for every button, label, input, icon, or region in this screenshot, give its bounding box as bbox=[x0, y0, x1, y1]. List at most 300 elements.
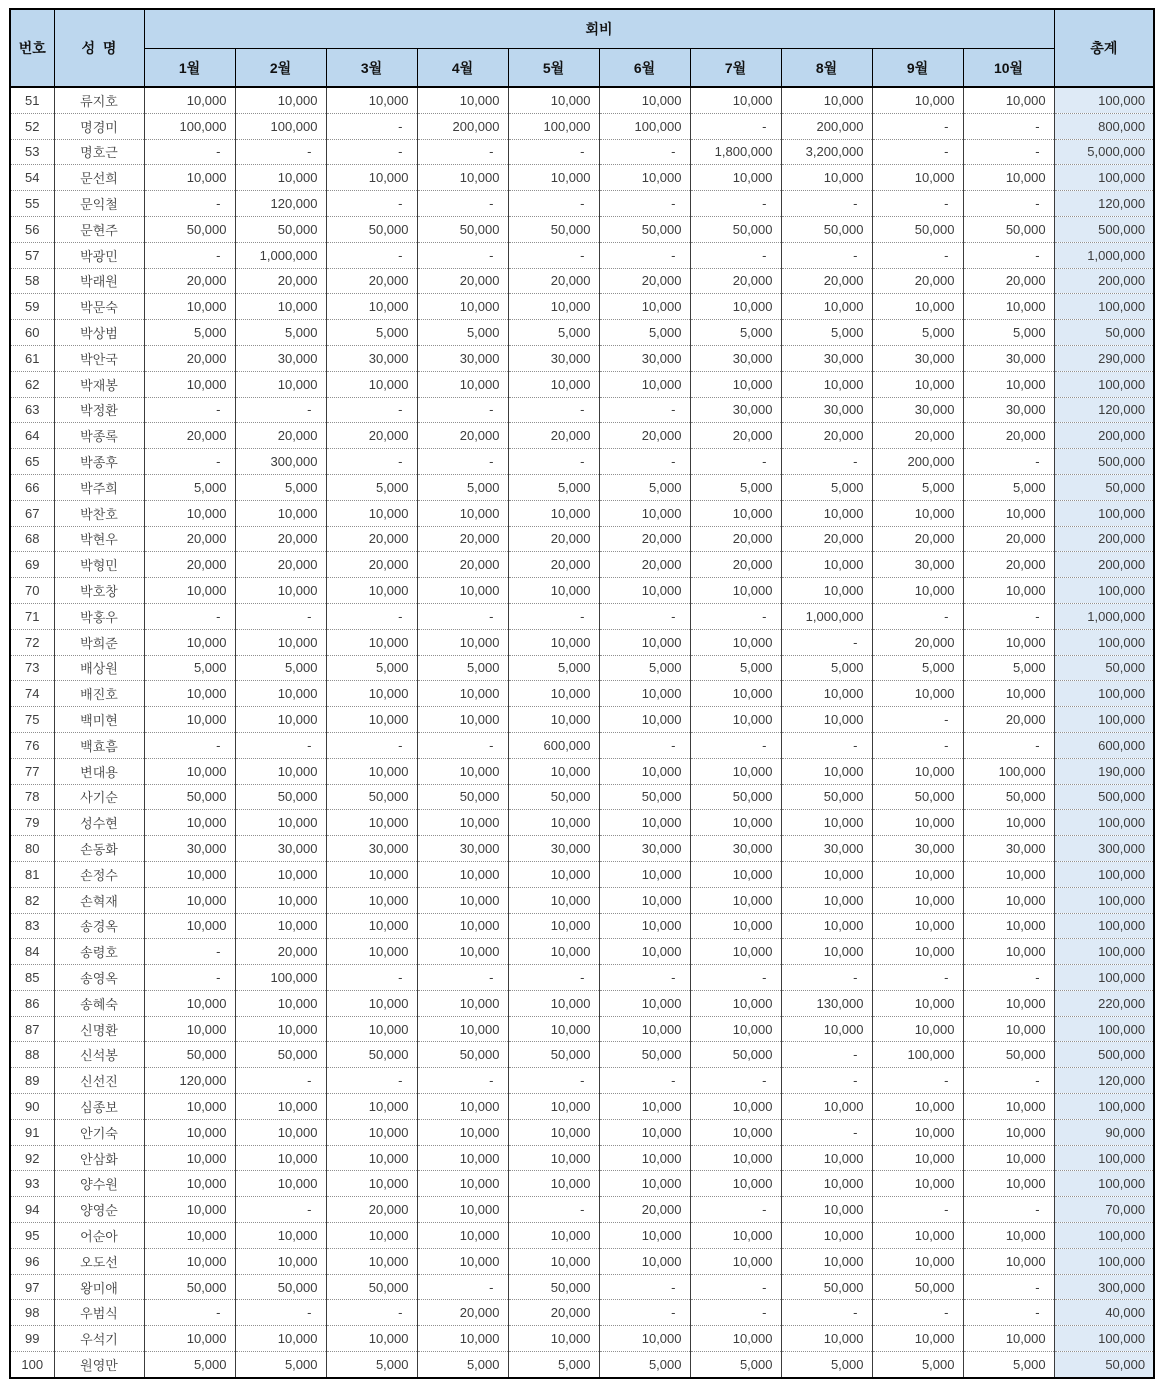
cell-total: 70,000 bbox=[1054, 1197, 1154, 1223]
cell-month-1: 5,000 bbox=[144, 1352, 235, 1378]
cell-month-2: 50,000 bbox=[235, 784, 326, 810]
cell-month-2: 1,000,000 bbox=[235, 242, 326, 268]
cell-month-5: 10,000 bbox=[508, 1119, 599, 1145]
cell-month-1: 10,000 bbox=[144, 681, 235, 707]
cell-name: 박홍우 bbox=[54, 603, 144, 629]
cell-month-10: - bbox=[963, 242, 1054, 268]
cell-month-2: 10,000 bbox=[235, 861, 326, 887]
cell-month-10: 20,000 bbox=[963, 707, 1054, 733]
cell-month-4: 10,000 bbox=[417, 861, 508, 887]
cell-month-4: 10,000 bbox=[417, 707, 508, 733]
cell-month-6: 5,000 bbox=[599, 474, 690, 500]
cell-month-2: 10,000 bbox=[235, 87, 326, 113]
cell-month-10: - bbox=[963, 732, 1054, 758]
cell-month-5: 10,000 bbox=[508, 681, 599, 707]
cell-total: 200,000 bbox=[1054, 526, 1154, 552]
table-row bbox=[10, 784, 1154, 810]
cell-month-7: 10,000 bbox=[690, 629, 781, 655]
cell-month-8: 10,000 bbox=[781, 165, 872, 191]
cell-month-8: 200,000 bbox=[781, 113, 872, 139]
cell-month-1: 10,000 bbox=[144, 1171, 235, 1197]
cell-name: 왕미애 bbox=[54, 1274, 144, 1300]
cell-name: 백효흠 bbox=[54, 732, 144, 758]
cell-month-6: - bbox=[599, 139, 690, 165]
cell-month-3: 10,000 bbox=[326, 1248, 417, 1274]
cell-month-6: 10,000 bbox=[599, 681, 690, 707]
cell-month-6: 20,000 bbox=[599, 526, 690, 552]
cell-name: 안삼화 bbox=[54, 1145, 144, 1171]
cell-month-3: - bbox=[326, 113, 417, 139]
cell-total: 100,000 bbox=[1054, 887, 1154, 913]
cell-no: 72 bbox=[10, 629, 54, 655]
cell-month-10: 5,000 bbox=[963, 320, 1054, 346]
cell-month-5: 50,000 bbox=[508, 784, 599, 810]
cell-month-9: 10,000 bbox=[872, 1171, 963, 1197]
cell-month-7: 10,000 bbox=[690, 861, 781, 887]
table-row bbox=[10, 990, 1154, 1016]
cell-month-3: - bbox=[326, 191, 417, 217]
cell-month-1: 10,000 bbox=[144, 500, 235, 526]
table-row bbox=[10, 345, 1154, 371]
cell-name: 성수현 bbox=[54, 810, 144, 836]
cell-month-9: 10,000 bbox=[872, 1119, 963, 1145]
cell-month-10: 30,000 bbox=[963, 397, 1054, 423]
cell-month-4: 10,000 bbox=[417, 87, 508, 113]
cell-month-1: - bbox=[144, 732, 235, 758]
cell-month-3: 50,000 bbox=[326, 1274, 417, 1300]
cell-name: 박광민 bbox=[54, 242, 144, 268]
cell-total: 100,000 bbox=[1054, 707, 1154, 733]
cell-month-6: 10,000 bbox=[599, 1119, 690, 1145]
cell-month-5: 10,000 bbox=[508, 990, 599, 1016]
cell-month-1: 50,000 bbox=[144, 216, 235, 242]
cell-month-7: - bbox=[690, 1300, 781, 1326]
cell-month-10: 10,000 bbox=[963, 1145, 1054, 1171]
cell-no: 70 bbox=[10, 578, 54, 604]
cell-month-4: 200,000 bbox=[417, 113, 508, 139]
cell-month-3: 5,000 bbox=[326, 474, 417, 500]
cell-no: 80 bbox=[10, 836, 54, 862]
cell-month-5: - bbox=[508, 397, 599, 423]
cell-total: 100,000 bbox=[1054, 913, 1154, 939]
cell-month-9: 30,000 bbox=[872, 397, 963, 423]
cell-month-9: 10,000 bbox=[872, 578, 963, 604]
cell-month-4: 10,000 bbox=[417, 810, 508, 836]
cell-month-1: - bbox=[144, 449, 235, 475]
cell-no: 83 bbox=[10, 913, 54, 939]
cell-month-3: 20,000 bbox=[326, 526, 417, 552]
cell-month-2: 20,000 bbox=[235, 423, 326, 449]
cell-month-9: 50,000 bbox=[872, 1274, 963, 1300]
cell-no: 87 bbox=[10, 1016, 54, 1042]
cell-month-7: 30,000 bbox=[690, 397, 781, 423]
cell-month-7: 10,000 bbox=[690, 1223, 781, 1249]
cell-month-2: 120,000 bbox=[235, 191, 326, 217]
cell-month-2: - bbox=[235, 1068, 326, 1094]
cell-month-7: 10,000 bbox=[690, 1119, 781, 1145]
cell-month-10: 10,000 bbox=[963, 990, 1054, 1016]
cell-month-7: 50,000 bbox=[690, 216, 781, 242]
cell-month-8: 10,000 bbox=[781, 939, 872, 965]
cell-no: 68 bbox=[10, 526, 54, 552]
cell-month-7: 10,000 bbox=[690, 887, 781, 913]
cell-month-10: 10,000 bbox=[963, 681, 1054, 707]
cell-name: 오도선 bbox=[54, 1248, 144, 1274]
cell-month-3: 20,000 bbox=[326, 423, 417, 449]
cell-month-5: 10,000 bbox=[508, 861, 599, 887]
cell-month-1: - bbox=[144, 939, 235, 965]
cell-month-2: 10,000 bbox=[235, 1171, 326, 1197]
header-row-months bbox=[10, 49, 1154, 88]
cell-month-5: 10,000 bbox=[508, 939, 599, 965]
cell-month-3: 20,000 bbox=[326, 1197, 417, 1223]
cell-month-1: 50,000 bbox=[144, 1274, 235, 1300]
cell-month-1: 10,000 bbox=[144, 371, 235, 397]
cell-month-5: 5,000 bbox=[508, 320, 599, 346]
cell-month-2: 20,000 bbox=[235, 526, 326, 552]
cell-month-4: - bbox=[417, 242, 508, 268]
cell-month-5: 20,000 bbox=[508, 1300, 599, 1326]
cell-month-8: - bbox=[781, 1042, 872, 1068]
cell-no: 82 bbox=[10, 887, 54, 913]
cell-no: 97 bbox=[10, 1274, 54, 1300]
cell-month-4: 10,000 bbox=[417, 1223, 508, 1249]
col-header-month-6: 6월 bbox=[599, 49, 690, 88]
cell-month-3: 10,000 bbox=[326, 1223, 417, 1249]
cell-month-6: - bbox=[599, 449, 690, 475]
cell-month-5: 20,000 bbox=[508, 268, 599, 294]
cell-total: 600,000 bbox=[1054, 732, 1154, 758]
cell-month-6: - bbox=[599, 242, 690, 268]
cell-total: 200,000 bbox=[1054, 552, 1154, 578]
cell-no: 63 bbox=[10, 397, 54, 423]
cell-name: 손동화 bbox=[54, 836, 144, 862]
cell-month-4: 20,000 bbox=[417, 1300, 508, 1326]
cell-name: 손혁재 bbox=[54, 887, 144, 913]
cell-name: 배상원 bbox=[54, 655, 144, 681]
cell-no: 92 bbox=[10, 1145, 54, 1171]
table-row bbox=[10, 1119, 1154, 1145]
cell-month-8: 10,000 bbox=[781, 1248, 872, 1274]
cell-no: 76 bbox=[10, 732, 54, 758]
cell-month-9: - bbox=[872, 242, 963, 268]
cell-month-7: 10,000 bbox=[690, 1145, 781, 1171]
cell-no: 91 bbox=[10, 1119, 54, 1145]
cell-name: 손정수 bbox=[54, 861, 144, 887]
cell-month-7: 5,000 bbox=[690, 1352, 781, 1378]
cell-month-4: 10,000 bbox=[417, 1119, 508, 1145]
cell-month-8: 10,000 bbox=[781, 1094, 872, 1120]
table-row bbox=[10, 371, 1154, 397]
cell-month-5: 5,000 bbox=[508, 655, 599, 681]
table-row bbox=[10, 268, 1154, 294]
cell-total: 100,000 bbox=[1054, 629, 1154, 655]
cell-total: 50,000 bbox=[1054, 474, 1154, 500]
table-row bbox=[10, 500, 1154, 526]
cell-month-2: 10,000 bbox=[235, 1145, 326, 1171]
col-header-month-4: 4월 bbox=[417, 49, 508, 88]
cell-total: 90,000 bbox=[1054, 1119, 1154, 1145]
cell-month-8: 1,000,000 bbox=[781, 603, 872, 629]
cell-month-10: 10,000 bbox=[963, 939, 1054, 965]
cell-month-8: 10,000 bbox=[781, 1223, 872, 1249]
cell-month-1: - bbox=[144, 397, 235, 423]
cell-month-6: - bbox=[599, 1300, 690, 1326]
cell-month-6: - bbox=[599, 1068, 690, 1094]
cell-no: 67 bbox=[10, 500, 54, 526]
cell-month-8: - bbox=[781, 1119, 872, 1145]
cell-month-8: 10,000 bbox=[781, 578, 872, 604]
cell-no: 52 bbox=[10, 113, 54, 139]
cell-total: 200,000 bbox=[1054, 423, 1154, 449]
cell-month-6: 10,000 bbox=[599, 913, 690, 939]
cell-month-6: 5,000 bbox=[599, 320, 690, 346]
cell-no: 64 bbox=[10, 423, 54, 449]
cell-month-3: 5,000 bbox=[326, 1352, 417, 1378]
col-header-month-1: 1월 bbox=[144, 49, 235, 88]
cell-month-7: - bbox=[690, 1274, 781, 1300]
cell-month-6: 5,000 bbox=[599, 655, 690, 681]
cell-month-4: 10,000 bbox=[417, 990, 508, 1016]
cell-month-9: 10,000 bbox=[872, 1094, 963, 1120]
cell-month-6: 10,000 bbox=[599, 87, 690, 113]
cell-month-8: 20,000 bbox=[781, 423, 872, 449]
cell-no: 84 bbox=[10, 939, 54, 965]
cell-month-1: - bbox=[144, 242, 235, 268]
cell-month-3: 10,000 bbox=[326, 939, 417, 965]
cell-month-7: 20,000 bbox=[690, 552, 781, 578]
cell-month-8: 10,000 bbox=[781, 1145, 872, 1171]
cell-month-6: 20,000 bbox=[599, 1197, 690, 1223]
table-row bbox=[10, 655, 1154, 681]
cell-month-2: 20,000 bbox=[235, 552, 326, 578]
cell-month-7: 10,000 bbox=[690, 1326, 781, 1352]
cell-month-8: 130,000 bbox=[781, 990, 872, 1016]
cell-total: 100,000 bbox=[1054, 810, 1154, 836]
cell-month-9: - bbox=[872, 191, 963, 217]
cell-month-3: 10,000 bbox=[326, 87, 417, 113]
table-row bbox=[10, 578, 1154, 604]
cell-month-3: 50,000 bbox=[326, 216, 417, 242]
cell-no: 59 bbox=[10, 294, 54, 320]
cell-month-9: 10,000 bbox=[872, 681, 963, 707]
cell-total: 100,000 bbox=[1054, 578, 1154, 604]
cell-month-2: 300,000 bbox=[235, 449, 326, 475]
cell-month-10: 30,000 bbox=[963, 836, 1054, 862]
cell-no: 51 bbox=[10, 87, 54, 113]
cell-month-7: 10,000 bbox=[690, 500, 781, 526]
table-row bbox=[10, 320, 1154, 346]
cell-month-10: 10,000 bbox=[963, 1326, 1054, 1352]
cell-no: 81 bbox=[10, 861, 54, 887]
col-header-total: 총계 bbox=[1054, 9, 1154, 87]
cell-month-3: 10,000 bbox=[326, 1326, 417, 1352]
cell-month-3: 10,000 bbox=[326, 294, 417, 320]
cell-month-9: - bbox=[872, 1068, 963, 1094]
cell-month-1: 10,000 bbox=[144, 629, 235, 655]
cell-name: 박문숙 bbox=[54, 294, 144, 320]
cell-month-5: 30,000 bbox=[508, 345, 599, 371]
cell-month-4: 20,000 bbox=[417, 423, 508, 449]
cell-month-6: 30,000 bbox=[599, 345, 690, 371]
cell-month-4: 10,000 bbox=[417, 1248, 508, 1274]
cell-month-8: 10,000 bbox=[781, 913, 872, 939]
cell-month-2: 10,000 bbox=[235, 371, 326, 397]
cell-name: 백미현 bbox=[54, 707, 144, 733]
cell-month-4: 10,000 bbox=[417, 1197, 508, 1223]
cell-month-4: 10,000 bbox=[417, 1016, 508, 1042]
cell-month-2: 10,000 bbox=[235, 913, 326, 939]
cell-month-9: 5,000 bbox=[872, 655, 963, 681]
table-row bbox=[10, 965, 1154, 991]
cell-total: 500,000 bbox=[1054, 216, 1154, 242]
cell-no: 99 bbox=[10, 1326, 54, 1352]
cell-name: 신석봉 bbox=[54, 1042, 144, 1068]
cell-month-1: 10,000 bbox=[144, 294, 235, 320]
cell-month-6: - bbox=[599, 732, 690, 758]
cell-month-8: 30,000 bbox=[781, 345, 872, 371]
cell-total: 40,000 bbox=[1054, 1300, 1154, 1326]
cell-month-9: 10,000 bbox=[872, 939, 963, 965]
cell-no: 55 bbox=[10, 191, 54, 217]
cell-no: 53 bbox=[10, 139, 54, 165]
col-header-fee-group: 회비 bbox=[144, 9, 1054, 49]
cell-month-3: 10,000 bbox=[326, 1016, 417, 1042]
cell-month-10: - bbox=[963, 965, 1054, 991]
cell-month-3: 10,000 bbox=[326, 629, 417, 655]
cell-no: 65 bbox=[10, 449, 54, 475]
cell-month-6: - bbox=[599, 191, 690, 217]
membership-fee-sheet bbox=[9, 8, 1155, 1379]
cell-month-3: 10,000 bbox=[326, 861, 417, 887]
cell-total: 100,000 bbox=[1054, 1145, 1154, 1171]
cell-month-2: 10,000 bbox=[235, 500, 326, 526]
cell-month-7: 10,000 bbox=[690, 371, 781, 397]
cell-month-5: 10,000 bbox=[508, 810, 599, 836]
cell-month-9: 10,000 bbox=[872, 810, 963, 836]
cell-month-7: 10,000 bbox=[690, 165, 781, 191]
cell-month-3: 30,000 bbox=[326, 836, 417, 862]
cell-month-1: - bbox=[144, 603, 235, 629]
table-row bbox=[10, 242, 1154, 268]
cell-month-8: 50,000 bbox=[781, 784, 872, 810]
table-row bbox=[10, 861, 1154, 887]
cell-month-4: 20,000 bbox=[417, 268, 508, 294]
cell-name: 심종보 bbox=[54, 1094, 144, 1120]
cell-month-4: 10,000 bbox=[417, 681, 508, 707]
cell-month-9: 10,000 bbox=[872, 1145, 963, 1171]
cell-month-4: - bbox=[417, 965, 508, 991]
cell-month-1: 30,000 bbox=[144, 836, 235, 862]
cell-month-2: 10,000 bbox=[235, 1248, 326, 1274]
cell-month-5: - bbox=[508, 1068, 599, 1094]
cell-name: 양영순 bbox=[54, 1197, 144, 1223]
cell-month-10: 10,000 bbox=[963, 371, 1054, 397]
cell-month-10: 10,000 bbox=[963, 1119, 1054, 1145]
cell-no: 66 bbox=[10, 474, 54, 500]
cell-month-9: 10,000 bbox=[872, 1016, 963, 1042]
cell-month-10: 50,000 bbox=[963, 784, 1054, 810]
cell-month-3: 10,000 bbox=[326, 681, 417, 707]
cell-month-10: 20,000 bbox=[963, 268, 1054, 294]
cell-month-2: 10,000 bbox=[235, 990, 326, 1016]
cell-month-1: 5,000 bbox=[144, 320, 235, 346]
cell-month-1: 5,000 bbox=[144, 655, 235, 681]
cell-month-2: 30,000 bbox=[235, 836, 326, 862]
cell-month-7: - bbox=[690, 449, 781, 475]
cell-month-4: 10,000 bbox=[417, 1326, 508, 1352]
table-row bbox=[10, 1274, 1154, 1300]
cell-month-4: - bbox=[417, 139, 508, 165]
cell-month-7: 20,000 bbox=[690, 526, 781, 552]
cell-month-8: - bbox=[781, 191, 872, 217]
cell-month-4: 10,000 bbox=[417, 165, 508, 191]
cell-total: 100,000 bbox=[1054, 861, 1154, 887]
table-row bbox=[10, 397, 1154, 423]
cell-month-7: - bbox=[690, 1197, 781, 1223]
cell-no: 89 bbox=[10, 1068, 54, 1094]
cell-month-7: - bbox=[690, 732, 781, 758]
cell-month-2: 30,000 bbox=[235, 345, 326, 371]
cell-month-5: 10,000 bbox=[508, 629, 599, 655]
cell-month-9: - bbox=[872, 603, 963, 629]
table-row bbox=[10, 707, 1154, 733]
cell-month-10: - bbox=[963, 191, 1054, 217]
cell-month-4: 50,000 bbox=[417, 216, 508, 242]
cell-month-7: 10,000 bbox=[690, 810, 781, 836]
cell-month-5: 10,000 bbox=[508, 371, 599, 397]
cell-month-9: 10,000 bbox=[872, 913, 963, 939]
cell-month-6: 10,000 bbox=[599, 707, 690, 733]
cell-name: 박호창 bbox=[54, 578, 144, 604]
table-row bbox=[10, 939, 1154, 965]
cell-month-10: 20,000 bbox=[963, 423, 1054, 449]
cell-month-6: 5,000 bbox=[599, 1352, 690, 1378]
cell-month-8: 10,000 bbox=[781, 681, 872, 707]
cell-month-6: 10,000 bbox=[599, 165, 690, 191]
cell-total: 100,000 bbox=[1054, 500, 1154, 526]
col-header-month-8: 8월 bbox=[781, 49, 872, 88]
cell-month-1: 10,000 bbox=[144, 1223, 235, 1249]
cell-month-6: 10,000 bbox=[599, 629, 690, 655]
cell-month-5: 10,000 bbox=[508, 1326, 599, 1352]
cell-month-5: 50,000 bbox=[508, 1274, 599, 1300]
cell-no: 60 bbox=[10, 320, 54, 346]
cell-month-10: 10,000 bbox=[963, 913, 1054, 939]
cell-month-4: 5,000 bbox=[417, 320, 508, 346]
cell-month-2: 20,000 bbox=[235, 939, 326, 965]
cell-name: 박현우 bbox=[54, 526, 144, 552]
cell-month-7: 10,000 bbox=[690, 758, 781, 784]
cell-month-8: 5,000 bbox=[781, 1352, 872, 1378]
cell-name: 박희준 bbox=[54, 629, 144, 655]
cell-month-2: 5,000 bbox=[235, 655, 326, 681]
cell-name: 문선희 bbox=[54, 165, 144, 191]
cell-month-10: 10,000 bbox=[963, 1223, 1054, 1249]
cell-month-10: - bbox=[963, 603, 1054, 629]
cell-total: 1,000,000 bbox=[1054, 603, 1154, 629]
col-header-month-5: 5월 bbox=[508, 49, 599, 88]
cell-month-2: 10,000 bbox=[235, 1326, 326, 1352]
cell-month-4: 10,000 bbox=[417, 500, 508, 526]
cell-month-9: 30,000 bbox=[872, 836, 963, 862]
table-row bbox=[10, 165, 1154, 191]
cell-month-5: 50,000 bbox=[508, 1042, 599, 1068]
cell-month-10: 10,000 bbox=[963, 1248, 1054, 1274]
cell-month-5: 10,000 bbox=[508, 887, 599, 913]
cell-month-7: 10,000 bbox=[690, 87, 781, 113]
cell-month-10: 50,000 bbox=[963, 216, 1054, 242]
